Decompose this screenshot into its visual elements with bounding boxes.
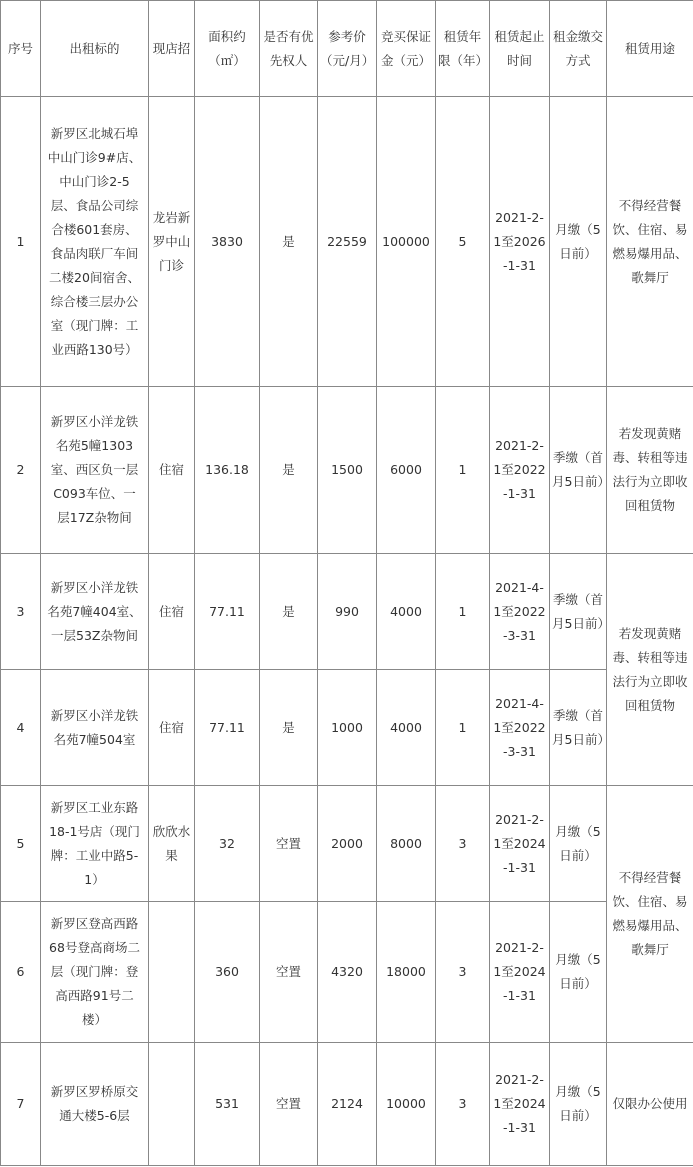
- cell-shop: 欣欣水果: [149, 786, 195, 902]
- header-payment: 租金缴交方式: [550, 1, 607, 97]
- cell-target: 新罗区登高西路68号登高商场二层（现门牌：登高西路91号二楼）: [41, 902, 149, 1043]
- cell-target: 新罗区工业东路18-1号店（现门牌：工业中路5-1）: [41, 786, 149, 902]
- cell-area: 3830: [195, 97, 260, 387]
- cell-usage: 若发现黄赌毒、转租等违法行为立即收回租赁物: [607, 554, 693, 786]
- cell-shop: 龙岩新罗中山门诊: [149, 97, 195, 387]
- cell-area: 77.11: [195, 670, 260, 786]
- cell-term: 1: [436, 670, 490, 786]
- cell-area: 77.11: [195, 554, 260, 670]
- cell-target: 新罗区北城石埠中山门诊9#店、中山门诊2-5层、食品公司综合楼601套房、食品肉联厂车间二楼20间宿舍、综合楼三层办公室（现门牌：工业西路130号）: [41, 97, 149, 387]
- header-start: 租赁起止时间: [490, 1, 550, 97]
- cell-usage: 仅限办公使用: [607, 1043, 693, 1166]
- cell-no: 3: [1, 554, 41, 670]
- cell-deposit: 6000: [377, 387, 436, 554]
- cell-deposit: 4000: [377, 554, 436, 670]
- cell-no: 5: [1, 786, 41, 902]
- header-term: 租赁年限（年）: [436, 1, 490, 97]
- table-row: [1, 902, 693, 1043]
- cell-term: 3: [436, 1043, 490, 1166]
- header-price: 参考价（元/月）: [318, 1, 377, 97]
- header-priority: 是否有优先权人: [260, 1, 318, 97]
- cell-payment: 季缴（首月5日前）: [550, 670, 607, 786]
- cell-term: 1: [436, 387, 490, 554]
- table-row: [1, 1043, 693, 1166]
- cell-priority: 是: [260, 554, 318, 670]
- cell-priority: 是: [260, 97, 318, 387]
- cell-period: 2021-2-1至2026-1-31: [490, 97, 550, 387]
- table-row: [1, 554, 693, 670]
- cell-area: 360: [195, 902, 260, 1043]
- cell-payment: 月缴（5日前）: [550, 1043, 607, 1166]
- cell-usage: 不得经营餐饮、住宿、易燃易爆用品、歌舞厅: [607, 786, 693, 1043]
- cell-no: 4: [1, 670, 41, 786]
- cell-price: 4320: [318, 902, 377, 1043]
- table-row: [1, 670, 693, 786]
- cell-price: 1500: [318, 387, 377, 554]
- cell-deposit: 100000: [377, 97, 436, 387]
- cell-price: 2000: [318, 786, 377, 902]
- cell-period: 2021-2-1至2024-1-31: [490, 1043, 550, 1166]
- table-row: [1, 786, 693, 902]
- cell-usage: 不得经营餐饮、住宿、易燃易爆用品、歌舞厅: [607, 97, 693, 387]
- table-header-row: [1, 1, 693, 97]
- cell-price: 2124: [318, 1043, 377, 1166]
- cell-term: 3: [436, 786, 490, 902]
- table-row: [1, 97, 693, 387]
- cell-target: 新罗区小洋龙铁名苑5幢1303室、西区负一层C093车位、一层17Z杂物间: [41, 387, 149, 554]
- cell-price: 22559: [318, 97, 377, 387]
- cell-deposit: 8000: [377, 786, 436, 902]
- cell-area: 136.18: [195, 387, 260, 554]
- cell-period: 2021-2-1至2024-1-31: [490, 786, 550, 902]
- cell-shop: [149, 1043, 195, 1166]
- cell-priority: 空置: [260, 786, 318, 902]
- cell-payment: 季缴（首月5日前）: [550, 554, 607, 670]
- cell-usage: 若发现黄赌毒、转租等违法行为立即收回租赁物: [607, 387, 693, 554]
- header-deposit: 竞买保证金（元）: [377, 1, 436, 97]
- cell-target: 新罗区小洋龙铁名苑7幢504室: [41, 670, 149, 786]
- cell-payment: 月缴（5日前）: [550, 786, 607, 902]
- cell-target: 新罗区罗桥原交通大楼5-6层: [41, 1043, 149, 1166]
- cell-priority: 空置: [260, 902, 318, 1043]
- cell-shop: [149, 902, 195, 1043]
- cell-price: 1000: [318, 670, 377, 786]
- cell-payment: 月缴（5日前）: [550, 902, 607, 1043]
- cell-deposit: 18000: [377, 902, 436, 1043]
- cell-shop: 住宿: [149, 670, 195, 786]
- header-target: 出租标的: [41, 1, 149, 97]
- cell-shop: 住宿: [149, 387, 195, 554]
- cell-no: 2: [1, 387, 41, 554]
- cell-priority: 空置: [260, 1043, 318, 1166]
- cell-shop: 住宿: [149, 554, 195, 670]
- table-row: [1, 387, 693, 554]
- cell-deposit: 10000: [377, 1043, 436, 1166]
- cell-no: 6: [1, 902, 41, 1043]
- cell-payment: 月缴（5日前）: [550, 97, 607, 387]
- cell-area: 32: [195, 786, 260, 902]
- cell-period: 2021-2-1至2022-1-31: [490, 387, 550, 554]
- header-no: 序号: [1, 1, 41, 97]
- cell-target: 新罗区小洋龙铁名苑7幢404室、一层53Z杂物间: [41, 554, 149, 670]
- header-usage: 租赁用途: [607, 1, 693, 97]
- cell-no: 7: [1, 1043, 41, 1166]
- cell-payment: 季缴（首月5日前）: [550, 387, 607, 554]
- cell-period: 2021-4-1至2022-3-31: [490, 670, 550, 786]
- header-shop: 现店招: [149, 1, 195, 97]
- cell-term: 5: [436, 97, 490, 387]
- header-area: 面积约（㎡）: [195, 1, 260, 97]
- cell-priority: 是: [260, 670, 318, 786]
- cell-period: 2021-4-1至2022-3-31: [490, 554, 550, 670]
- cell-deposit: 4000: [377, 670, 436, 786]
- cell-no: 1: [1, 97, 41, 387]
- cell-price: 990: [318, 554, 377, 670]
- cell-term: 1: [436, 554, 490, 670]
- cell-period: 2021-2-1至2024-1-31: [490, 902, 550, 1043]
- cell-area: 531: [195, 1043, 260, 1166]
- cell-term: 3: [436, 902, 490, 1043]
- cell-priority: 是: [260, 387, 318, 554]
